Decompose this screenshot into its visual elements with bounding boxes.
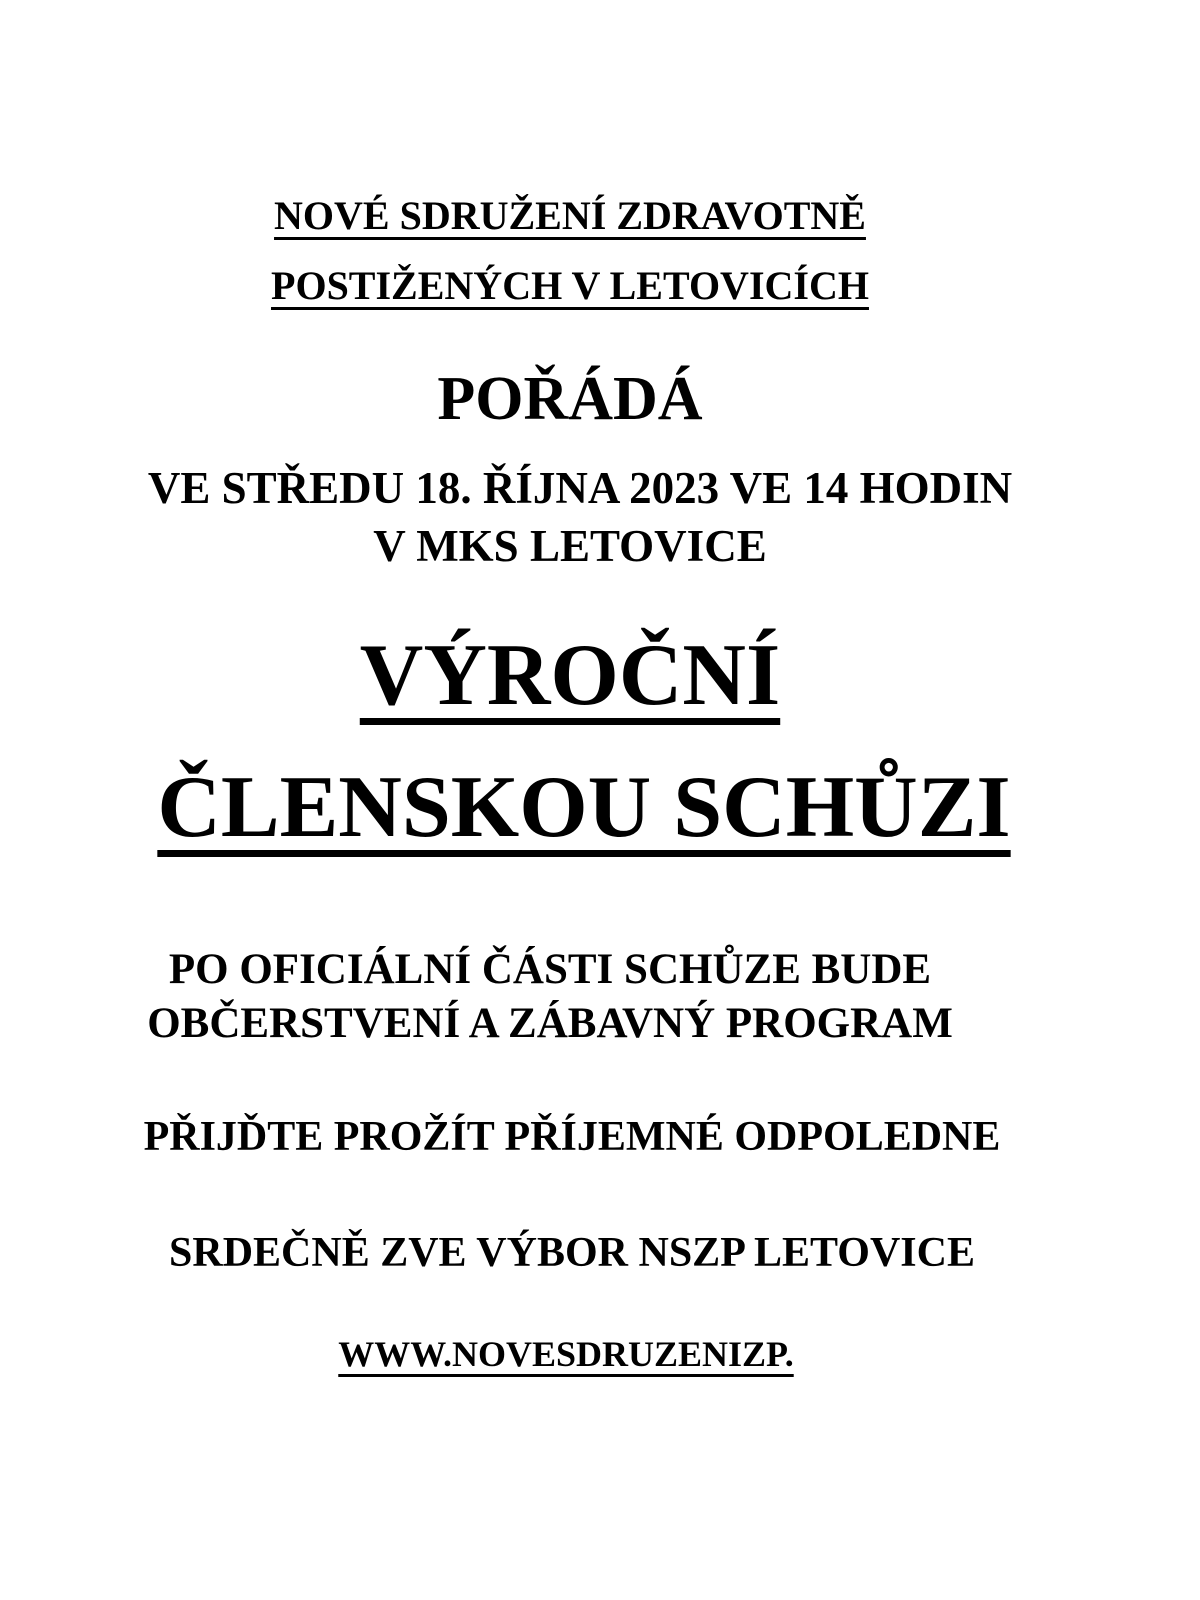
organizer-line-2: POSTIŽENÝCH V LETOVICÍCH: [271, 263, 869, 308]
venue-line: V MKS LETOVICE: [373, 521, 767, 571]
date-time-line: VE STŘEDU 18. ŘÍJNA 2023 VE 14 HODIN: [147, 463, 1013, 513]
announce-heading: POŘÁDÁ: [437, 365, 703, 433]
invitation-line: PŘIJĎTE PROŽÍT PŘÍJEMNÉ ODPOLEDNE: [143, 1114, 1001, 1160]
organizer-line-1: NOVÉ SDRUŽENÍ ZDRAVOTNĚ: [274, 193, 866, 238]
website-link[interactable]: WWW.NOVESDRUZENIZP.: [338, 1334, 794, 1374]
signature-line: SRDEČNĚ ZVE VÝBOR NSZP LETOVICE: [169, 1230, 975, 1276]
program-line-1: PO OFICIÁLNÍ ČÁSTI SCHŮZE BUDE: [168, 946, 932, 993]
program-line-2: OBČERSTVENÍ A ZÁBAVNÝ PROGRAM: [147, 1000, 953, 1047]
event-title-line-1: VÝROČNÍ: [359, 627, 781, 724]
event-title-line-2: ČLENSKOU SCHŮZI: [157, 759, 1011, 856]
